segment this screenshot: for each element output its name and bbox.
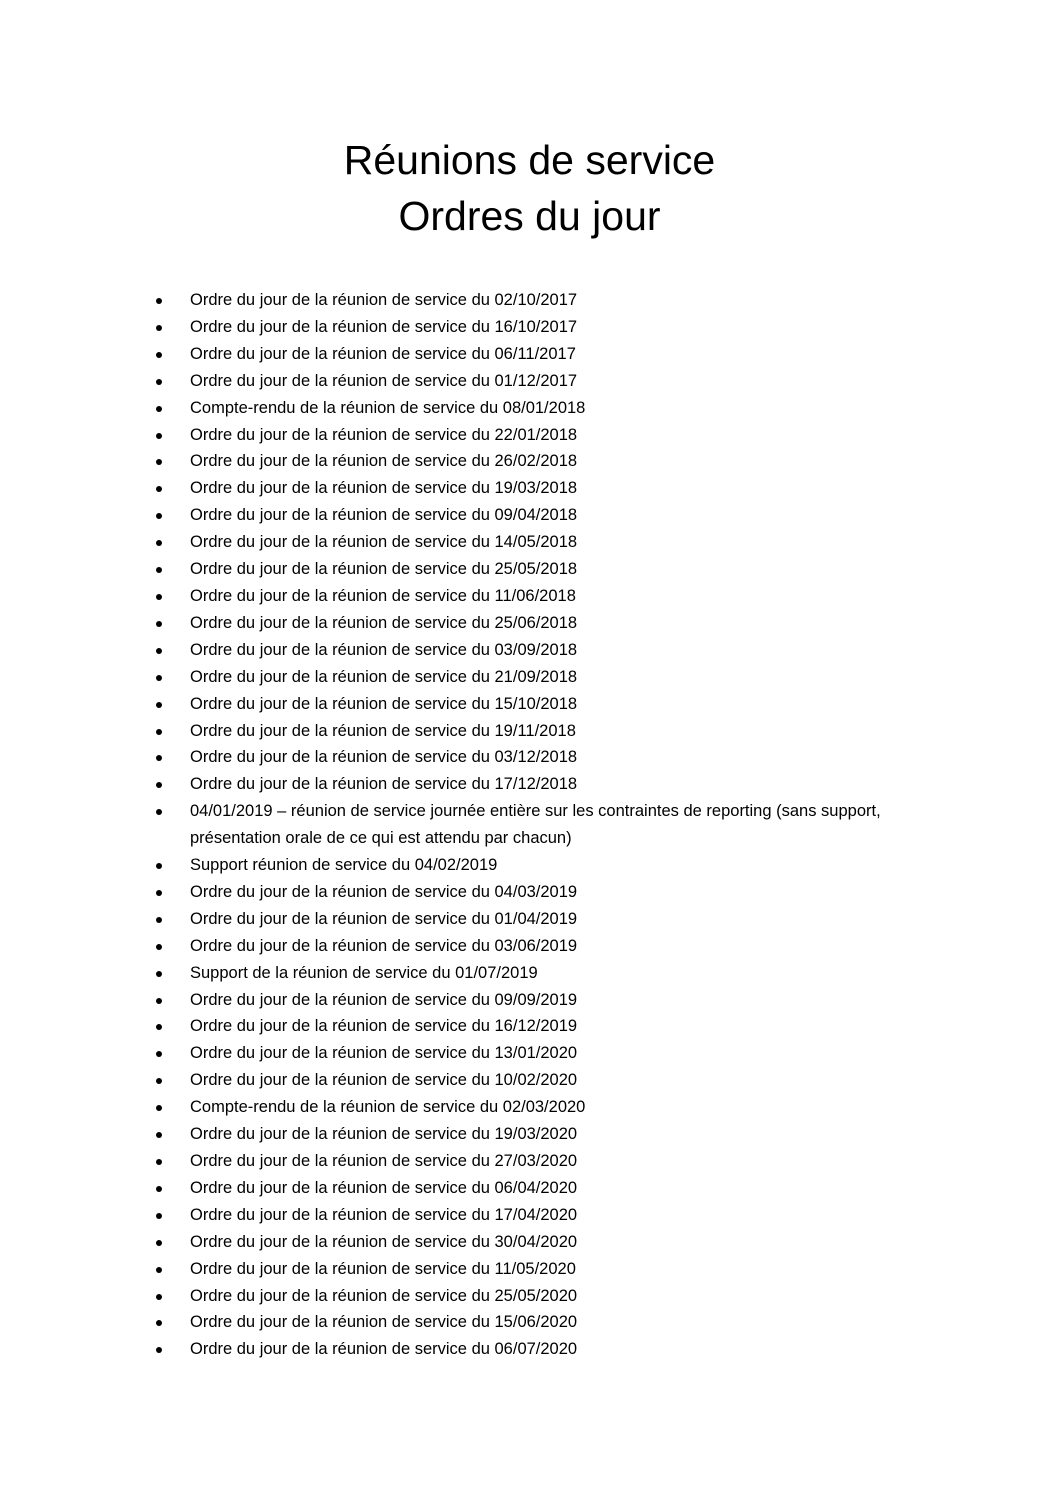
bullet-icon	[156, 1105, 162, 1111]
list-item-text: Ordre du jour de la réunion de service du 22/01/2018	[190, 425, 578, 444]
list-item-text: Ordre du jour de la réunion de service du 19/03/2020	[190, 1125, 578, 1144]
bullet-icon	[156, 352, 162, 358]
bullet-icon	[156, 1240, 162, 1246]
bullet-icon	[156, 1186, 162, 1192]
bullet-icon	[156, 540, 162, 546]
list-item-text: Ordre du jour de la réunion de service du 26/02/2018	[190, 452, 578, 471]
bullet-icon	[156, 729, 162, 735]
list-item	[156, 879, 916, 906]
bullet-icon	[156, 1132, 162, 1138]
bullet-icon	[156, 486, 162, 492]
agenda-list	[156, 287, 916, 1363]
list-item-text: Ordre du jour de la réunion de service du 04/03/2019	[190, 882, 578, 901]
list-item	[156, 502, 916, 529]
list-item-text: Ordre du jour de la réunion de service du 16/10/2017	[190, 317, 578, 336]
bullet-icon	[156, 998, 162, 1004]
list-item	[156, 556, 916, 583]
list-item-text: Ordre du jour de la réunion de service du 03/09/2018	[190, 640, 578, 659]
list-item-text: Ordre du jour de la réunion de service du 06/07/2020	[190, 1340, 578, 1359]
list-item-text: Ordre du jour de la réunion de service du 09/04/2018	[190, 506, 578, 525]
list-item	[156, 1040, 916, 1067]
bullet-icon	[156, 782, 162, 788]
list-item-text: Ordre du jour de la réunion de service du 06/11/2017	[190, 344, 576, 363]
title-line-1: Réunions de service	[343, 137, 716, 183]
bullet-icon	[156, 648, 162, 654]
list-item	[156, 933, 916, 960]
list-item	[156, 1202, 916, 1229]
list-item-text: Ordre du jour de la réunion de service du 17/12/2018	[190, 775, 578, 794]
list-item-text: Ordre du jour de la réunion de service du 21/09/2018	[190, 667, 578, 686]
bullet-icon	[156, 702, 162, 708]
bullet-icon	[156, 1347, 162, 1353]
list-item-text: Ordre du jour de la réunion de service du 14/05/2018	[190, 533, 578, 552]
list-item	[156, 448, 916, 475]
list-item-text: Support de la réunion de service du 01/07/2019	[190, 963, 538, 982]
list-item	[156, 744, 916, 771]
bullet-icon	[156, 1078, 162, 1084]
list-item	[156, 771, 916, 798]
list-item	[156, 1013, 916, 1040]
bullet-icon	[156, 298, 162, 304]
list-item-text: Ordre du jour de la réunion de service du 19/11/2018	[190, 721, 576, 740]
list-item	[156, 691, 916, 718]
list-item	[156, 610, 916, 637]
list-item-text: Ordre du jour de la réunion de service du 15/06/2020	[190, 1313, 578, 1332]
list-item-text: Ordre du jour de la réunion de service du 11/06/2018	[190, 586, 576, 605]
list-item	[156, 1175, 916, 1202]
list-item-text: Ordre du jour de la réunion de service du 03/06/2019	[190, 936, 578, 955]
bullet-icon	[156, 675, 162, 681]
list-item-text: Compte-rendu de la réunion de service du 02/03/2020	[190, 1098, 586, 1117]
bullet-icon	[156, 594, 162, 600]
list-item-text: Ordre du jour de la réunion de service du 17/04/2020	[190, 1205, 578, 1224]
bullet-icon	[156, 890, 162, 896]
bullet-icon	[156, 863, 162, 869]
list-item	[156, 906, 916, 933]
list-item-text: Ordre du jour de la réunion de service du 01/04/2019	[190, 909, 578, 928]
list-item	[156, 395, 916, 422]
bullet-icon	[156, 433, 162, 439]
bullet-icon	[156, 379, 162, 385]
bullet-icon	[156, 917, 162, 923]
list-item	[156, 1121, 916, 1148]
bullet-icon	[156, 513, 162, 519]
bullet-icon	[156, 1159, 162, 1165]
list-item-text: Ordre du jour de la réunion de service du 09/09/2019	[190, 990, 578, 1009]
list-item-text: Ordre du jour de la réunion de service du 16/12/2019	[190, 1017, 578, 1036]
list-item-text: Ordre du jour de la réunion de service du 02/10/2017	[190, 291, 578, 309]
list-item-text: Ordre du jour de la réunion de service du 25/05/2020	[190, 1286, 578, 1305]
list-item	[156, 1067, 916, 1094]
list-item	[156, 637, 916, 664]
bullet-icon	[156, 1294, 162, 1300]
list-item	[156, 341, 916, 368]
list-item	[156, 1094, 916, 1121]
bullet-icon	[156, 325, 162, 331]
list-item	[156, 1336, 916, 1363]
bullet-icon	[156, 567, 162, 573]
list-item-text: Ordre du jour de la réunion de service du 25/06/2018	[190, 613, 578, 632]
bullet-icon	[156, 1024, 162, 1030]
list-item-text: Ordre du jour de la réunion de service du 19/03/2018	[190, 479, 578, 498]
title-line-2: Ordres du jour	[398, 193, 661, 239]
bullet-icon	[156, 1320, 162, 1326]
list-item-text: Ordre du jour de la réunion de service du 06/04/2020	[190, 1178, 578, 1197]
list-item	[156, 368, 916, 395]
bullet-icon	[156, 1213, 162, 1219]
list-item-text: Compte-rendu de la réunion de service du 08/01/2018	[190, 398, 586, 417]
list-item	[156, 529, 916, 556]
list-item-text: Ordre du jour de la réunion de service du 15/10/2018	[190, 694, 578, 713]
list-item	[156, 664, 916, 691]
bullet-icon	[156, 1267, 162, 1273]
list-item	[156, 718, 916, 745]
list-item	[156, 1256, 916, 1283]
list-item	[156, 960, 916, 987]
list-item-text: Ordre du jour de la réunion de service du 11/05/2020	[190, 1259, 576, 1278]
list-item	[156, 583, 916, 610]
bullet-icon	[156, 755, 162, 761]
list-item-text: Ordre du jour de la réunion de service du 01/12/2017	[190, 371, 578, 390]
document-title	[0, 132, 1059, 244]
list-item	[156, 987, 916, 1014]
bullet-icon	[156, 621, 162, 627]
list-item	[156, 852, 916, 879]
list-item	[156, 1283, 916, 1310]
bullet-icon	[156, 809, 162, 815]
bullet-icon	[156, 406, 162, 412]
list-item	[156, 475, 916, 502]
list-item	[156, 1148, 916, 1175]
list-item	[156, 314, 916, 341]
bullet-icon	[156, 1051, 162, 1057]
bullet-icon	[156, 971, 162, 977]
list-item-text: Ordre du jour de la réunion de service du 13/01/2020	[190, 1044, 578, 1063]
list-item-text: Ordre du jour de la réunion de service du 25/05/2018	[190, 560, 578, 579]
list-item	[156, 798, 916, 852]
list-item	[156, 287, 916, 314]
list-item	[156, 422, 916, 449]
list-item	[156, 1229, 916, 1256]
list-item-text: 04/01/2019 – réunion de service journée entière sur les contraintes de reporting (sans support, présentation orale de ce qui est attendu par chacun)	[190, 802, 881, 848]
list-item-text: Ordre du jour de la réunion de service du 27/03/2020	[190, 1152, 578, 1170]
list-item	[156, 1309, 916, 1336]
list-item-text: Ordre du jour de la réunion de service du 30/04/2020	[190, 1232, 578, 1251]
list-item-text: Ordre du jour de la réunion de service du 03/12/2018	[190, 748, 578, 767]
bullet-icon	[156, 459, 162, 465]
bullet-icon	[156, 944, 162, 950]
list-item-text: Ordre du jour de la réunion de service du 10/02/2020	[190, 1071, 578, 1090]
list-item-text: Support réunion de service du 04/02/2019	[190, 856, 498, 875]
